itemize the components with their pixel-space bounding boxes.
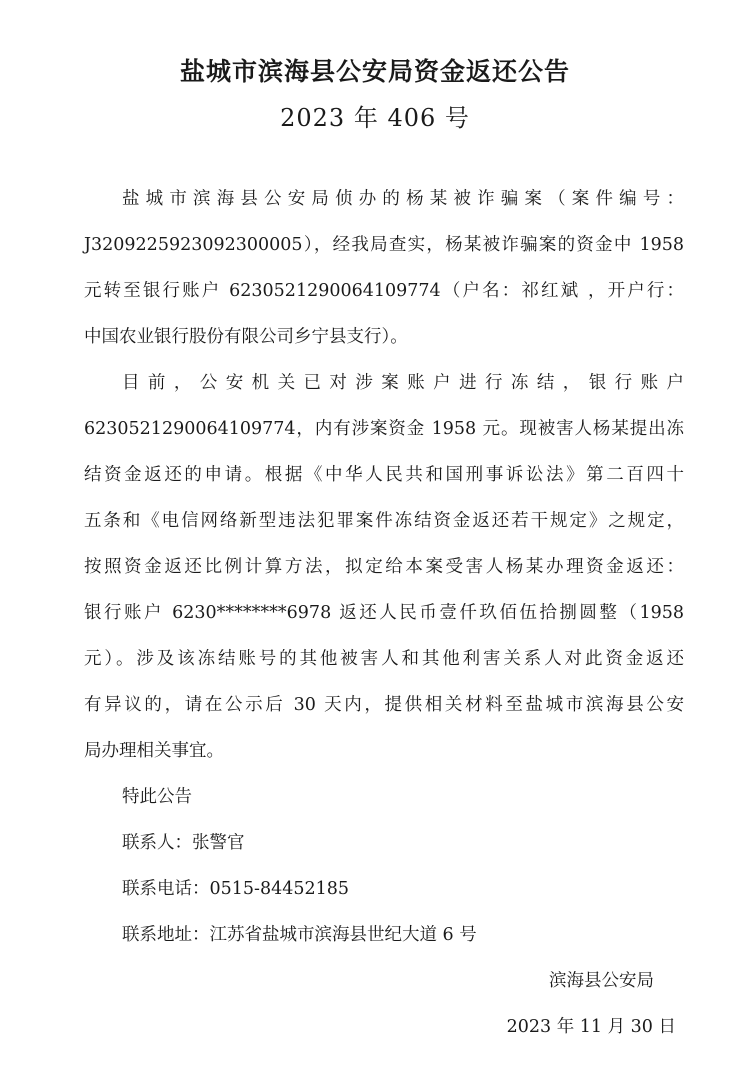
paragraph-2-line-6: 银行账户 6230********6978 返还人民币壹仟玖佰伍拾捌圆整（1958 [84, 603, 684, 623]
paragraph-2-line-9: 局办理相关事宜。 [84, 741, 224, 761]
paragraph-2-line-2: 6230521290064109774，内有涉案资金 1958 元。现被害人杨某提出冻 [84, 419, 684, 439]
paragraph-2-line-4: 五条和《电信网络新型违法犯罪案件冻结资金返还若干规定》之规定， [84, 511, 684, 531]
paragraph-2-line-8: 有异议的，请在公示后 30 天内，提供相关材料至盐城市滨海县公安 [84, 695, 684, 715]
contact-phone: 联系电话：0515-84452185 [122, 879, 350, 899]
notice-number: 2023 年 406 号 [280, 104, 470, 132]
paragraph-1-line-1: 盐城市滨海县公安局侦办的杨某被诈骗案（案件编号： [122, 189, 684, 209]
contact-address: 联系地址：江苏省盐城市滨海县世纪大道 6 号 [122, 925, 477, 945]
paragraph-1-line-2: J3209225923092300005），经我局查实，杨某被诈骗案的资金中 1958 [84, 235, 684, 255]
paragraph-1-line-4: 中国农业银行股份有限公司乡宁县支行）。 [84, 327, 408, 347]
issuer-name: 滨海县公安局 [549, 971, 654, 991]
notice-title: 盐城市滨海县公安局资金返还公告 [179, 57, 570, 86]
paragraph-2-line-5: 按照资金返还比例计算方法，拟定给本案受害人杨某办理资金返还： [84, 557, 684, 577]
paragraph-2-line-3: 结资金返还的申请。根据《中华人民共和国刑事诉讼法》第二百四十 [84, 465, 684, 485]
contact-person: 联系人：张警官 [122, 833, 245, 853]
paragraph-1-line-3: 元转至银行账户 6230521290064109774（户名：祁红斌 ，开户行： [84, 281, 684, 301]
issue-date: 2023 年 11 月 30 日 [506, 1017, 676, 1037]
closing-text: 特此公告 [122, 787, 192, 807]
paragraph-2-line-1: 目前，公安机关已对涉案账户进行冻结，银行账户 [122, 373, 684, 393]
paragraph-2-line-7: 元）。涉及该冻结账号的其他被害人和其他利害关系人对此资金返还 [84, 649, 684, 669]
